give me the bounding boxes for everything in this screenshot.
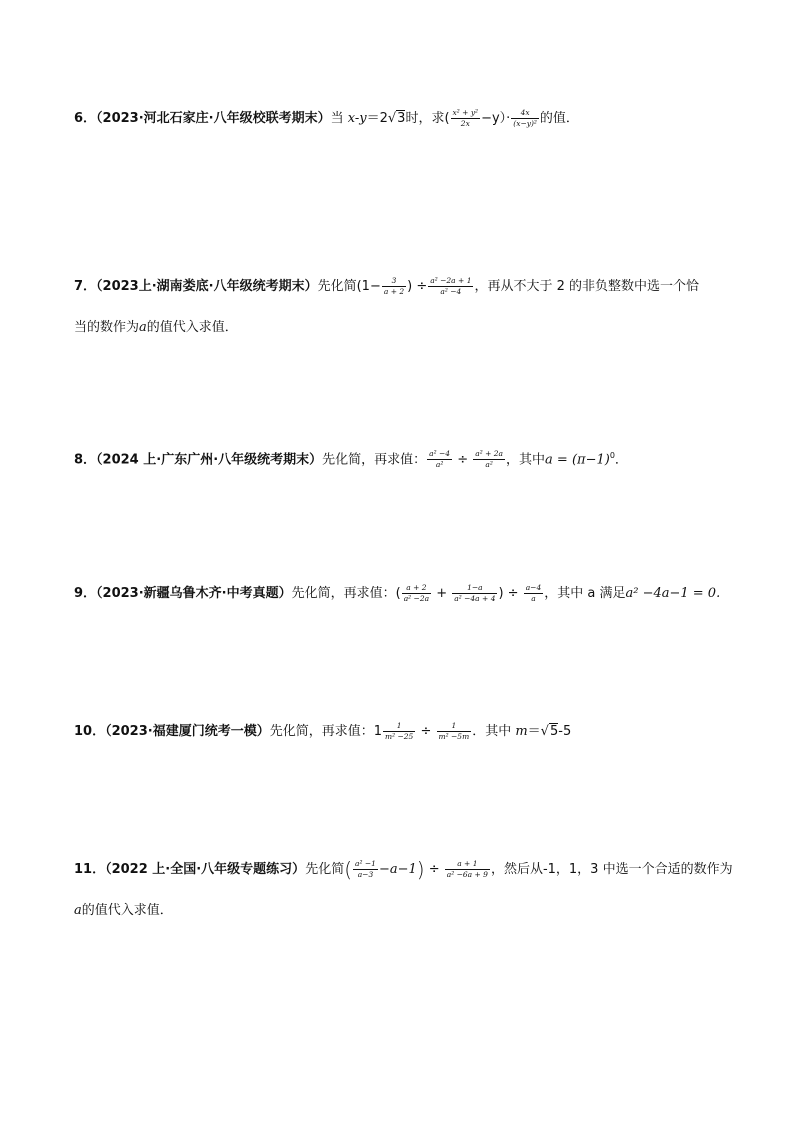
- question-source: （2023·新疆乌鲁木齐·中考真题）: [96, 586, 292, 601]
- condition: a = (π−1): [545, 452, 610, 468]
- fraction: [452, 583, 497, 604]
- condition-eq: ＝: [527, 724, 541, 739]
- text-part: ，再从不大于 2 的非负整数中选一个恰: [474, 279, 700, 294]
- fraction: [473, 449, 505, 470]
- text-part: 先化简(1−: [317, 279, 381, 294]
- question-11-line-2: [74, 899, 173, 918]
- text-part: 先化简: [305, 862, 345, 877]
- numerator: x² + y²: [452, 108, 479, 117]
- text-part: ．其中: [472, 724, 516, 739]
- text-part: ，然后从-1，1，3 中选一个合适的数作为: [490, 862, 733, 877]
- variable: a: [74, 903, 82, 918]
- variable: m: [515, 724, 528, 739]
- text-part: 的值．: [539, 111, 579, 126]
- text-part: 的值代入求值．: [81, 903, 173, 918]
- numerator: 4x: [511, 108, 539, 119]
- text-part: ，其中 a 满足: [544, 586, 626, 601]
- denominator: a: [531, 594, 536, 603]
- question-source: （2024 上·广东广州·八年级统考期末）: [96, 452, 323, 468]
- fraction: [428, 276, 473, 297]
- condition-lhs: x-y: [347, 111, 367, 126]
- fraction: [445, 859, 490, 880]
- question-number: 11．: [74, 862, 106, 877]
- denominator: a + 2: [383, 287, 405, 296]
- text-part: ，其中: [506, 452, 546, 468]
- fraction: [437, 721, 472, 742]
- sqrt-sign: √: [540, 724, 549, 739]
- numerator: a−4: [525, 583, 542, 592]
- text-part: ÷: [453, 452, 473, 468]
- left-paren: (: [344, 857, 353, 882]
- numerator: 1: [383, 721, 415, 732]
- denominator: m² −5m: [438, 732, 470, 741]
- question-source: （2023·福建厦门统考一模）: [105, 724, 270, 739]
- question-7: [74, 276, 734, 297]
- text-part: ．: [614, 452, 628, 468]
- text-part: −a−1: [378, 862, 417, 877]
- text-part: ) ÷: [407, 279, 428, 294]
- denominator: a² −6a + 9: [446, 870, 488, 879]
- text-part: 先化简，再求值：1: [269, 724, 382, 739]
- fraction: [427, 449, 452, 470]
- question-number: 9．: [74, 586, 97, 601]
- text-part: −y）·: [481, 111, 511, 126]
- numerator: a² + 2a: [475, 449, 504, 459]
- question-6: [74, 108, 734, 129]
- text-part: ÷: [416, 724, 436, 739]
- denominator: a² −4: [440, 287, 462, 296]
- denominator: a−3: [357, 870, 374, 879]
- text-part: +: [432, 586, 452, 601]
- numerator: a² −1: [355, 859, 376, 868]
- text-part: 当的数作为: [74, 320, 140, 335]
- fraction: [451, 108, 481, 129]
- fraction: [382, 276, 406, 297]
- question-8: [74, 446, 734, 470]
- fraction: [524, 583, 544, 604]
- numerator: 1: [437, 721, 472, 732]
- text-part: ÷: [424, 862, 444, 877]
- denominator: a² −2a: [403, 594, 430, 603]
- question-source: （2023·河北石家庄·八年级校联考期末）: [96, 111, 331, 126]
- fraction: [383, 721, 415, 742]
- denominator: (x−y)²: [513, 119, 537, 128]
- denominator: m² −25: [385, 732, 414, 741]
- text-part: 当: [330, 111, 348, 126]
- denominator: a²: [485, 460, 493, 470]
- numerator: a + 1: [445, 859, 490, 870]
- text-part: 先化简，再求值：: [322, 452, 427, 468]
- sqrt-radicand: 5: [549, 724, 559, 739]
- right-paren: ): [416, 857, 425, 882]
- text-part: -5: [558, 724, 572, 739]
- question-11: [74, 859, 734, 880]
- question-source: （2022 上·全国·八年级专题练习）: [105, 862, 306, 877]
- text-part: ) ÷: [498, 586, 523, 601]
- variable: a: [139, 320, 147, 335]
- numerator: a + 2: [402, 583, 431, 594]
- numerator: a² −2a + 1: [430, 276, 472, 285]
- condition-eq: ＝2: [366, 111, 388, 126]
- numerator: 3: [382, 276, 406, 287]
- numerator: a² −4: [429, 449, 451, 459]
- question-number: 10．: [74, 724, 106, 739]
- denominator: 2x: [460, 119, 470, 128]
- question-source: （2023上·湖南娄底·八年级统考期末）: [96, 279, 318, 294]
- fraction: [511, 108, 539, 129]
- fraction: [353, 859, 378, 880]
- question-10: [74, 721, 734, 742]
- sqrt-sign: √: [387, 111, 397, 126]
- fraction: [402, 583, 431, 604]
- sqrt-radicand: 3: [397, 111, 406, 126]
- denominator: a² −4a + 4: [454, 594, 496, 603]
- question-9: [74, 583, 734, 604]
- question-number: 8．: [74, 452, 97, 468]
- text-part: 时，求(: [405, 111, 450, 126]
- condition: a² −4a−1 = 0.: [625, 586, 721, 601]
- exponent: 0: [609, 451, 615, 460]
- question-7-line-2: [74, 316, 238, 335]
- denominator: a²: [435, 460, 444, 470]
- text-part: 先化简，再求值：(: [291, 586, 401, 601]
- question-number: 6．: [74, 111, 97, 126]
- text-part: 的值代入求值．: [146, 320, 238, 335]
- question-number: 7．: [74, 279, 97, 294]
- numerator: 1−a: [452, 583, 497, 594]
